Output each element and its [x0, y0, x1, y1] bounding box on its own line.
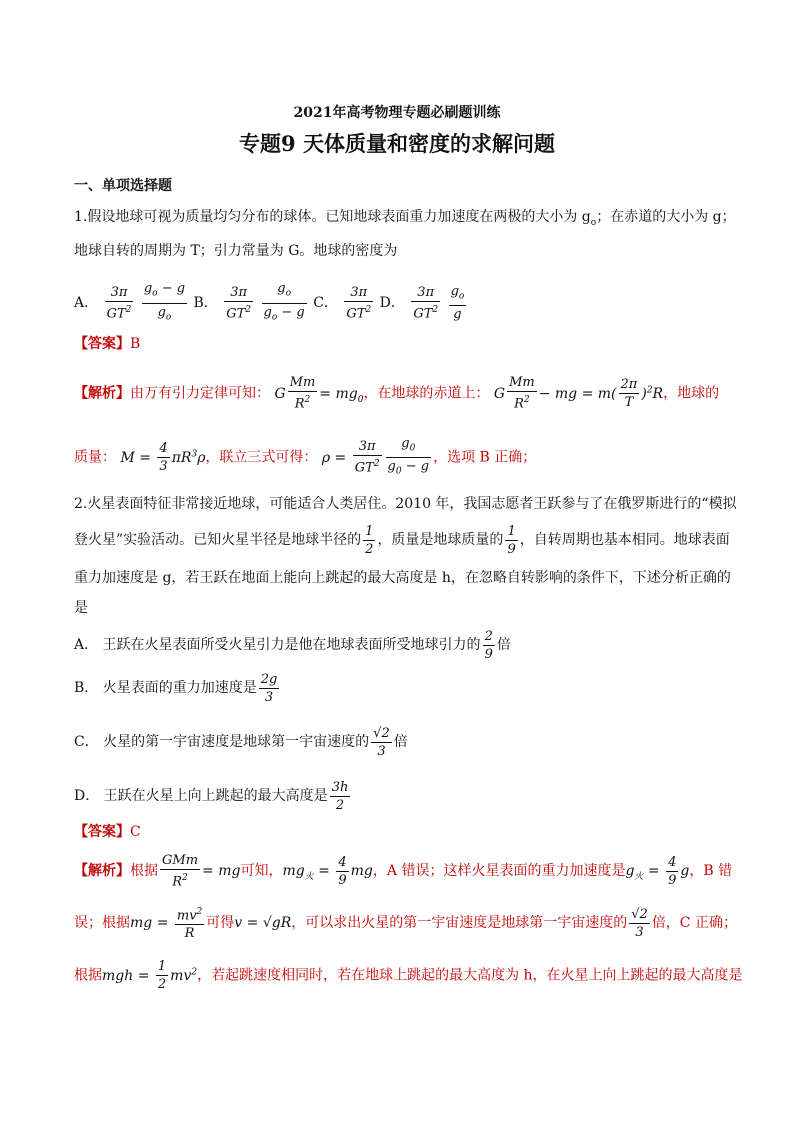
q2-analysis-line1: [74, 852, 732, 895]
q1-answer-value: B: [130, 336, 141, 352]
q2-analysis-line2: [74, 904, 737, 942]
q1-analysis-text-e: ，联立三式可得：: [205, 449, 318, 466]
q1-analysis-text-c: ，地球的: [663, 385, 720, 402]
q1-option-a-label: A．: [74, 295, 99, 312]
q2-option-c-frac: $\frac{√2}{3}$: [373, 725, 390, 759]
q2-analysis-a4: ，B 错: [689, 863, 733, 880]
q2-formula-6: $\frac{√2}{3}$: [631, 906, 648, 940]
q1-formula-gravity: G $\frac{Mm}{R^2}$ = $mg_0$: [274, 375, 364, 412]
q2-analysis-a8: 倍，C 正确；: [651, 915, 737, 932]
q2-stem-text-c: ，自转周期也基本相同。地球表面: [519, 532, 730, 548]
section-heading: 一、单项选择题: [74, 178, 172, 194]
q2-option-b-frac: $\frac{2g}{3}$: [260, 671, 278, 705]
q1-options: [74, 280, 468, 326]
q2-formula-3: $g_火$ = $\frac{4}{9}$ g: [625, 854, 690, 888]
q2-option-d-frac: $\frac{3h}{2}$: [331, 779, 349, 813]
q1-option-b-frac2: $\frac{g_o}{g_o - g}$: [263, 281, 305, 323]
q2-formula-4: mg = $\frac{mv^2}{R}$: [130, 915, 206, 931]
q2-answer-value: C: [130, 824, 141, 840]
q2-analysis-label: 【解析】: [74, 863, 130, 880]
q2-formula-1: $\frac{\text{GMm}}{R^2}$ = mg: [162, 853, 241, 890]
q2-analysis-a6: 可得: [206, 915, 235, 932]
q1-stem-line2: 地球自转的周期为 T；引力常量为 G。地球的密度为: [74, 243, 398, 259]
q1-analysis-line2: [74, 434, 536, 481]
q2-stem-line4: 是: [74, 600, 88, 616]
q2-option-c-end: 倍: [393, 734, 408, 750]
q2-analysis-a9: 根据: [74, 967, 102, 984]
q2-frac-radius: $\frac{1}{2}$: [365, 523, 374, 557]
q2-answer: [74, 822, 141, 842]
q2-formula-5: v = √gR: [234, 915, 292, 932]
q2-answer-label: 【答案】: [74, 824, 130, 840]
q2-stem-line3: 重力加速度是 g，若王跃在地面上能向上跳起的最大高度是 h，在忽略自转影响的条件下，下述分析正确的: [74, 570, 731, 586]
q1-analysis-text-b: ，在地球的赤道上：: [363, 385, 490, 402]
q2-option-b: [74, 670, 281, 706]
q1-answer: [74, 334, 140, 354]
q2-option-a-text: A． 王跃在火星表面所受火星引力是他在地球表面所受地球引力的: [74, 637, 481, 653]
q2-option-c-text: C． 火星的第一宇宙速度是地球第一宇宙速度的: [74, 734, 370, 750]
q1-stem-end: ；在赤道的大小为 g；: [596, 209, 736, 225]
q1-option-b-frac1: $\frac{3\pi}{GT^2}$: [226, 284, 252, 322]
q1-analysis-text-a: 由万有引力定律可知：: [130, 385, 270, 402]
q2-stem-line2: [74, 522, 730, 558]
q1-stem-line1: [74, 207, 736, 233]
q1-option-b-label: B．: [193, 295, 218, 312]
q2-analysis-line3: [74, 954, 743, 994]
q2-stem-text-b: ，质量是地球质量的: [377, 532, 504, 548]
q1-analysis-line1: [74, 372, 719, 417]
q2-analysis-a7: ，可以求出火星的第一宇宙速度是地球第一宇宙速度的: [291, 915, 628, 932]
q2-frac-mass: $\frac{1}{9}$: [507, 523, 516, 557]
q2-option-d: [74, 778, 352, 814]
q1-analysis-label: 【解析】: [74, 385, 130, 402]
q2-stem-line1: 2.火星表面特征非常接近地球，可能适合人类居住。2010 年，我国志愿者王跃参与了在俄罗斯进行的“模拟: [74, 496, 737, 512]
q2-option-a-frac: $\frac{2}{9}$: [484, 628, 493, 662]
q1-option-d-frac2: $\frac{g_o}{g}$: [450, 283, 465, 323]
q1-analysis-text-f: ，选项 B 正确；: [433, 449, 537, 466]
q1-formula-density: ρ = $\frac{3\pi}{GT^2}$ $\frac{g_0}{g_0 - g}$: [321, 435, 430, 477]
q1-option-a-frac1: $\frac{3\pi}{GT^2}$: [106, 284, 132, 322]
q1-option-c-frac: $\frac{3\pi}{GT^2}$: [346, 284, 372, 322]
q2-analysis-a2: 可知，: [240, 863, 283, 880]
q2-formula-7: mgh = $\frac{1}{2}$ $mv^2$: [102, 959, 198, 993]
q1-formula-equator: G $\frac{Mm}{R^2}$ − mg = m( $\frac{2\pi}{T}$ )$^2$R: [493, 375, 664, 412]
q1-answer-label: 【答案】: [74, 336, 130, 352]
document-subtitle: 2021年高考物理专题必刷题训练: [293, 105, 501, 121]
q2-analysis-a10: ，若起跳速度相同时，若在地球上跳起的最大高度为 h，在火星上向上跳起的最大高度是: [197, 967, 743, 984]
q1-stem-sub: o: [590, 217, 597, 228]
q1-option-a-frac2: $\frac{g_o - g}{g_o}$: [143, 281, 186, 323]
q2-formula-2: $mg_火$ = $\frac{4}{9}$ mg: [282, 854, 373, 888]
q2-option-b-text: B． 火星表面的重力加速度是: [74, 680, 257, 696]
q2-option-d-text: D． 王跃在火星上向上跳起的最大高度是: [74, 788, 328, 804]
document-title: 专题9 天体质量和密度的求解问题: [239, 131, 555, 156]
q2-analysis-a5: 误；根据: [74, 915, 130, 932]
q1-option-d-frac1: $\frac{3\pi}{GT^2}$: [413, 284, 439, 322]
q2-analysis-a1: 根据: [130, 863, 158, 880]
q1-formula-mass: M = $\frac{4}{3}$ $\pi R^3\rho$: [120, 441, 206, 475]
q2-analysis-a3: ，A 错误；这样火星表面的重力加速度是: [372, 863, 626, 880]
q2-option-a-end: 倍: [496, 637, 511, 653]
q1-option-d-label: D．: [379, 295, 405, 312]
q1-analysis-text-d: 质量：: [74, 449, 116, 466]
q1-option-c-label: C．: [313, 295, 338, 312]
q2-stem-text-a: 登火星”实验活动。已知火星半径是地球半径的: [74, 532, 362, 548]
q2-option-c: [74, 724, 408, 760]
q2-option-a: [74, 627, 511, 663]
q1-stem-text: 1.假设地球可视为质量均匀分布的球体。已知地球表面重力加速度在两极的大小为 g: [74, 209, 591, 225]
